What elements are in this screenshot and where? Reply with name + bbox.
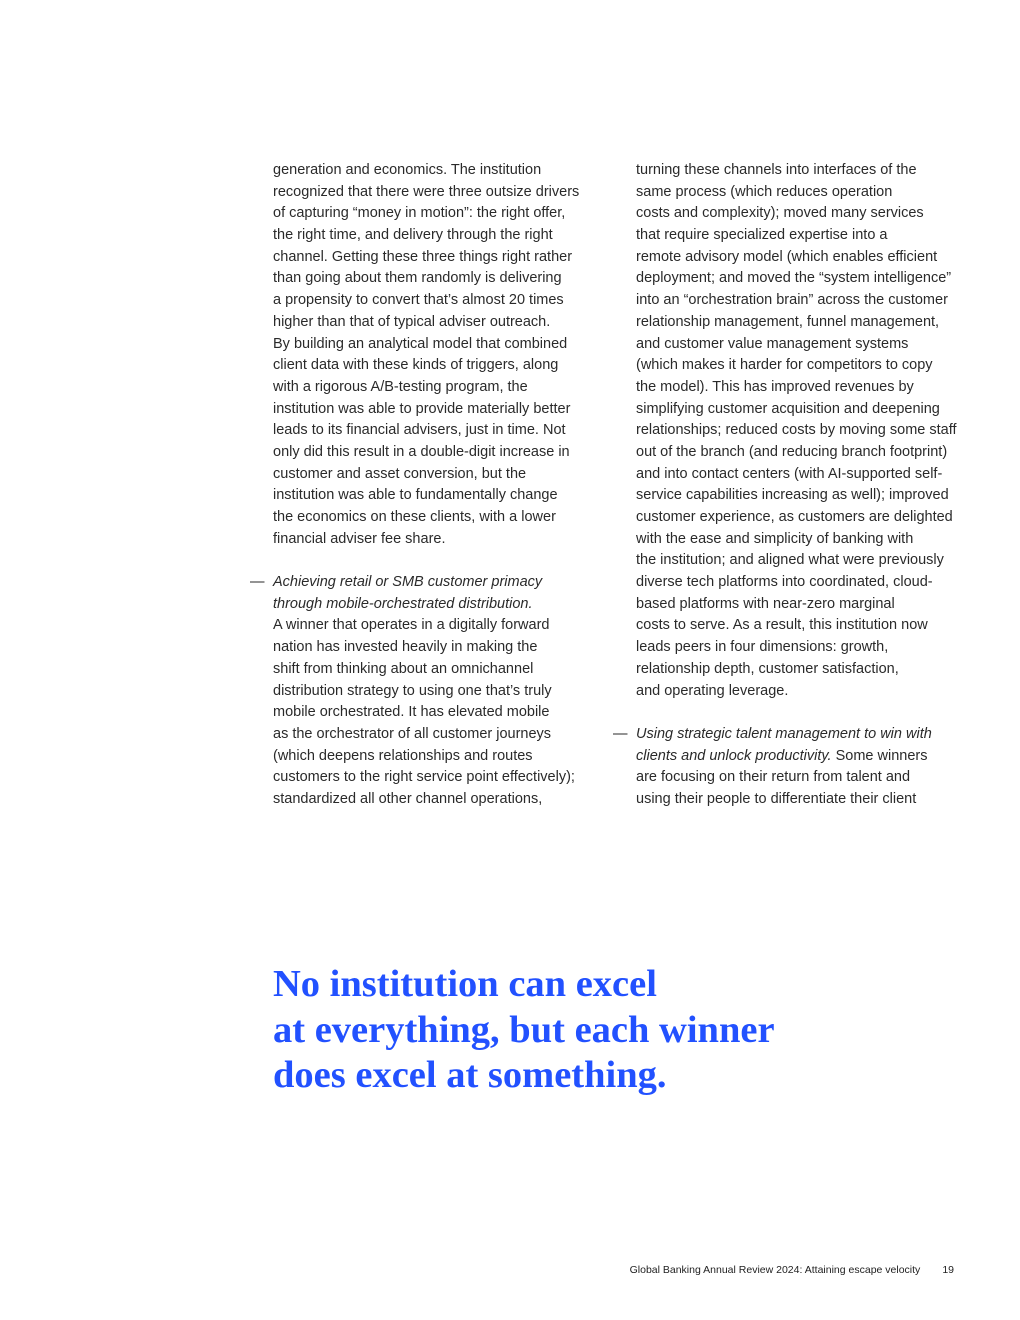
text-line: with the ease and simplicity of banking with	[636, 530, 914, 547]
text-line: and into contact centers (with AI-supported self-	[636, 465, 943, 482]
text-line: client data with these kinds of triggers, along	[273, 357, 559, 374]
text-line: mobile orchestrated. It has elevated mobile	[273, 704, 550, 721]
text-fragment: Some winners	[831, 747, 928, 764]
text-line: the model). This has improved revenues by	[636, 378, 914, 395]
pull-quote	[273, 962, 973, 1099]
text-line: leads peers in four dimensions: growth,	[636, 639, 889, 656]
text-line: are focusing on their return from talent and	[636, 769, 911, 786]
text-line: channel. Getting these three things right rather	[273, 248, 573, 265]
text-line: distribution strategy to using one that’s truly	[273, 682, 552, 699]
bullet-item-talent-management	[613, 724, 966, 811]
text-line: financial adviser fee share.	[273, 530, 446, 547]
text-line: nation has invested heavily in making the	[273, 639, 538, 656]
text-line: institution was able to provide materially better	[273, 400, 571, 417]
text-line: generation and economics. The institution	[273, 162, 542, 178]
text-line: than going about them randomly is delivering	[273, 270, 562, 287]
bullet-heading-line	[250, 572, 593, 594]
text-line: into an “orchestration brain” across the customer	[636, 292, 948, 309]
text-line: costs and complexity); moved many services	[636, 205, 924, 222]
text-line: the institution; and aligned what were previously	[636, 552, 944, 569]
text-line: customer and asset conversion, but the	[273, 465, 527, 482]
text-line: of capturing “money in motion”: the right offer,	[273, 205, 566, 222]
text-line: that require specialized expertise into a	[636, 227, 888, 244]
pull-quote-line: does excel at something.	[273, 1054, 667, 1096]
text-line: leads to its financial advisers, just in time. Not	[273, 422, 566, 439]
right-column	[613, 160, 966, 811]
text-line: shift from thinking about an omnichannel	[273, 660, 534, 677]
text-line: the economics on these clients, with a lower	[273, 509, 556, 525]
bullet-heading-line	[636, 746, 966, 768]
text-line: (which makes it harder for competitors to copy	[636, 357, 933, 374]
left-paragraph	[273, 160, 593, 550]
text-line: diverse tech platforms into coordinated, cloud-	[636, 574, 933, 591]
bullet-heading: Achieving retail or SMB customer primacy	[273, 574, 543, 591]
bullet-heading: clients and unlock productivity.	[636, 747, 832, 764]
bullet-heading: Using strategic talent management to win with	[636, 725, 932, 742]
text-line: relationships; reduced costs by moving some staff	[636, 422, 957, 439]
text-line: A winner that operates in a digitally forward	[273, 617, 550, 634]
text-line: based platforms with near-zero marginal	[636, 595, 895, 612]
text-line: customers to the right service point effectively);	[273, 769, 575, 786]
text-line: only did this result in a double-digit increase in	[273, 443, 570, 460]
text-line: a propensity to convert that’s almost 20 times	[273, 292, 564, 309]
text-line: costs to serve. As a result, this institution now	[636, 617, 928, 634]
text-line: and customer value management systems	[636, 335, 909, 352]
text-line: with a rigorous A/B-testing program, the	[273, 378, 528, 395]
text-line: relationship depth, customer satisfaction,	[636, 660, 899, 677]
text-line: the right time, and delivery through the right	[273, 227, 553, 244]
footer-title: Global Banking Annual Review 2024: Attaining escape velocity	[629, 1264, 921, 1276]
right-paragraph	[636, 160, 966, 702]
text-line: customer experience, as customers are delighted	[636, 509, 953, 525]
text-line: turning these channels into interfaces of the	[636, 162, 917, 178]
page-footer	[630, 1264, 954, 1276]
text-line: recognized that there were three outsize drivers	[273, 183, 580, 200]
bullet-dash: —	[613, 725, 628, 742]
text-line: relationship management, funnel management,	[636, 313, 940, 330]
pull-quote-line: at everything, but each winner	[273, 1008, 775, 1051]
bullet-heading: through mobile-orchestrated distribution.	[273, 595, 533, 612]
text-line: using their people to differentiate their client	[636, 790, 917, 807]
bullet-item-customer-primacy	[250, 572, 593, 811]
left-column	[250, 160, 593, 811]
bullet-heading-line	[613, 724, 966, 746]
text-line: as the orchestrator of all customer journeys	[273, 725, 552, 742]
text-line: higher than that of typical adviser outreach.	[273, 313, 551, 330]
text-line: (which deepens relationships and routes	[273, 747, 533, 764]
text-line: service capabilities increasing as well); improved	[636, 487, 949, 504]
text-line: out of the branch (and reducing branch footprint)	[636, 443, 948, 460]
text-line: standardized all other channel operations,	[273, 790, 543, 807]
text-line: remote advisory model (which enables efficient	[636, 248, 938, 265]
page-number: 19	[942, 1264, 954, 1276]
text-line: same process (which reduces operation	[636, 183, 893, 200]
bullet-dash: —	[250, 574, 265, 591]
text-line: deployment; and moved the “system intelligence”	[636, 270, 952, 287]
text-line: institution was able to fundamentally change	[273, 487, 558, 504]
pull-quote-line: No institution can excel	[273, 963, 657, 1005]
text-line: simplifying customer acquisition and deepening	[636, 400, 940, 417]
text-line: and operating leverage.	[636, 682, 789, 699]
text-line: By building an analytical model that combined	[273, 335, 568, 352]
